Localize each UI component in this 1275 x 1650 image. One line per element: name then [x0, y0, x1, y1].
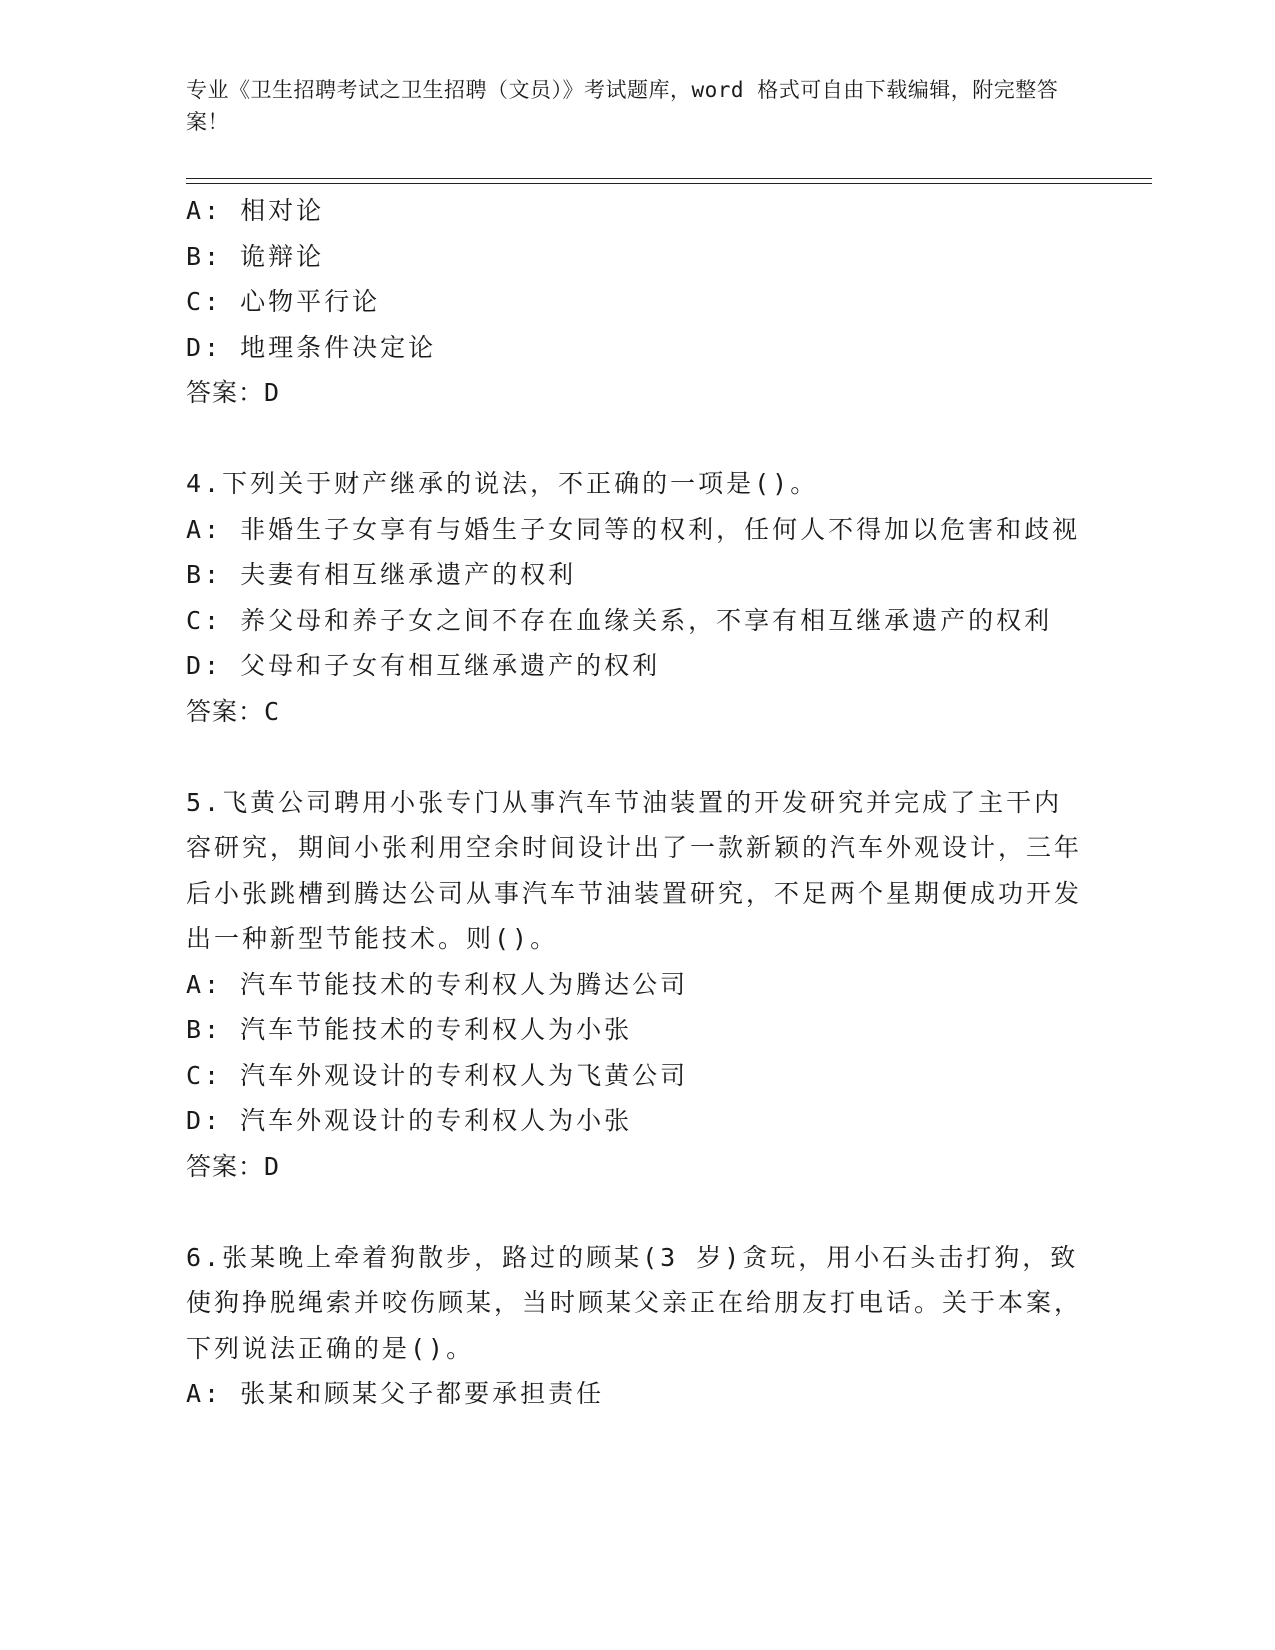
option-a: A: 汽车节能技术的专利权人为腾达公司 — [186, 969, 689, 999]
question-content — [186, 188, 1086, 1417]
spacer — [186, 1189, 1086, 1235]
question-6 — [186, 1235, 1086, 1417]
question-4 — [186, 461, 1086, 734]
option-c: C: 养父母和养子女之间不存在血缘关系，不享有相互继承遗产的权利 — [186, 605, 1053, 635]
question-stem: 6.张某晚上牵着狗散步，路过的顾某(3 岁)贪玩，用小石头击打狗，致使狗挣脱绳索并咬伤顾某，当时顾某父亲正在给朋友打电话。关于本案，下列说法正确的是()。 — [186, 1242, 1083, 1363]
option-b: B: 夫妻有相互继承遗产的权利 — [186, 560, 577, 589]
answer: 答案：C — [186, 696, 281, 726]
header-rule-bottom — [186, 183, 1152, 184]
spacer — [186, 734, 1086, 780]
question-stem: 4.下列关于财产继承的说法，不正确的一项是()。 — [186, 469, 819, 498]
option-a: A: 非婚生子女享有与婚生子女同等的权利，任何人不得加以危害和歧视 — [186, 514, 1081, 544]
option-c: C: 汽车外观设计的专利权人为飞黄公司 — [186, 1060, 689, 1090]
header-note: 专业《卫生招聘考试之卫生招聘（文员）》考试题库，word 格式可自由下载编辑，附完整答案！ — [186, 78, 1059, 134]
answer: 答案：D — [186, 1151, 281, 1181]
header-rule-top — [186, 178, 1152, 179]
option-d: D: 地理条件决定论 — [186, 332, 437, 362]
option-d: D: 汽车外观设计的专利权人为小张 — [186, 1106, 633, 1135]
option-b: B: 汽车节能技术的专利权人为小张 — [186, 1015, 633, 1044]
answer: 答案：D — [186, 378, 281, 407]
option-c: C: 心物平行论 — [186, 287, 381, 316]
question-5 — [186, 780, 1086, 1190]
option-d: D: 父母和子女有相互继承遗产的权利 — [186, 651, 661, 680]
option-b: B: 诡辩论 — [186, 241, 325, 271]
option-a: A: 相对论 — [186, 196, 325, 225]
option-a: A: 张某和顾某父子都要承担责任 — [186, 1379, 605, 1408]
question-3 — [186, 188, 1086, 416]
question-stem: 5.飞黄公司聘用小张专门从事汽车节油装置的开发研究并完成了主干内容研究，期间小张利用空余时间设计出了一款新颖的汽车外观设计，三年后小张跳槽到腾达公司从事汽车节油装置研究，不足两个星期便成功开发出一种新型节能技术。则()。 — [186, 787, 1083, 953]
spacer — [186, 416, 1086, 462]
